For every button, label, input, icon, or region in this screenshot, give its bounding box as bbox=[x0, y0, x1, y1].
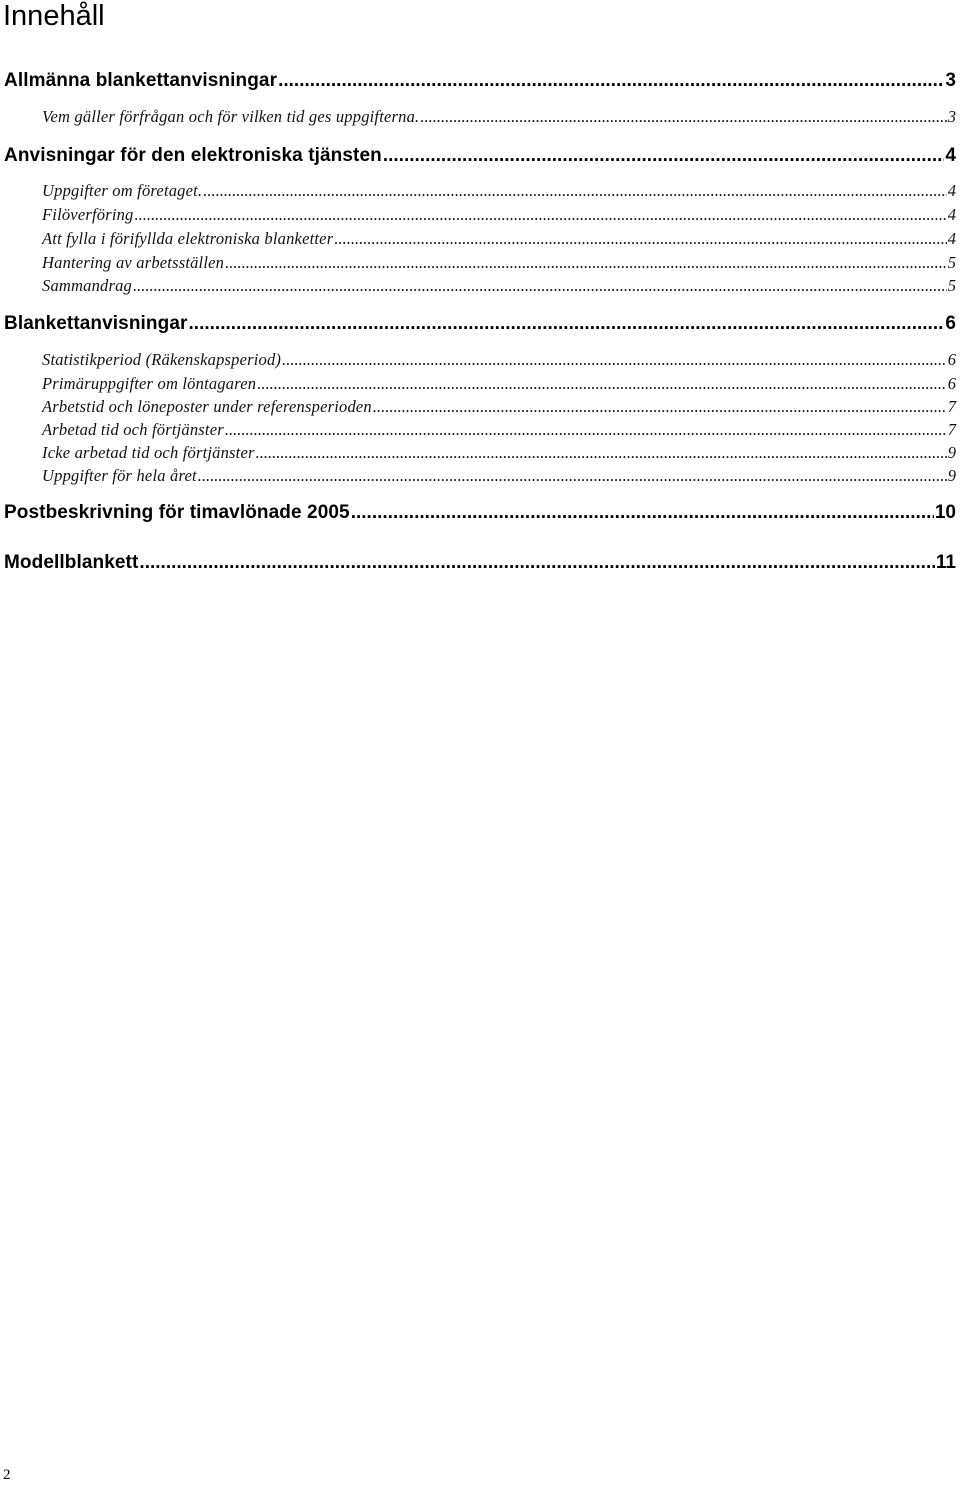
toc-leader-dots bbox=[373, 397, 947, 417]
toc-entry-label: Uppgifter om företaget. bbox=[42, 181, 203, 200]
toc-entry-page: 3 bbox=[947, 107, 956, 126]
toc-entry-uppgifter-om-foretaget[interactable] bbox=[42, 181, 956, 201]
toc-entry-icke-arbetad-tid[interactable] bbox=[42, 443, 956, 463]
toc-leader-dots bbox=[198, 466, 947, 486]
toc-entry-postbeskrivning[interactable] bbox=[4, 502, 956, 524]
toc-entry-anvisningar-elektroniska-tjansten[interactable] bbox=[4, 145, 956, 167]
toc-entry-page: 4 bbox=[945, 145, 956, 166]
toc-entry-page: 7 bbox=[947, 397, 956, 416]
toc-entry-label: Arbetstid och löneposter under referensperioden bbox=[42, 397, 372, 416]
toc-entry-page: 6 bbox=[945, 313, 956, 334]
toc-entry-label: Icke arbetad tid och förtjänster bbox=[42, 443, 255, 462]
toc-entry-page: 6 bbox=[947, 374, 956, 393]
toc-entry-page: 4 bbox=[947, 205, 956, 224]
toc-entry-label: Att fylla i förifyllda elektroniska blanketter bbox=[42, 229, 334, 248]
toc-entry-modellblankett[interactable] bbox=[4, 552, 956, 574]
toc-entry-allmanna-blankettanvisningar[interactable] bbox=[4, 70, 956, 92]
toc-leader-dots bbox=[282, 350, 947, 370]
toc-entry-label: Uppgifter för hela året bbox=[42, 466, 197, 485]
toc-entry-label: Filöverföring bbox=[42, 205, 134, 224]
toc-leader-dots bbox=[189, 313, 945, 335]
toc-entry-page: 5 bbox=[947, 276, 956, 295]
toc-entry-blankettanvisningar[interactable] bbox=[4, 313, 956, 335]
toc-entry-filoverforing[interactable] bbox=[42, 205, 956, 225]
toc-entry-page: 4 bbox=[947, 229, 956, 248]
toc-leader-dots bbox=[256, 443, 947, 463]
toc-entry-page: 9 bbox=[947, 443, 956, 462]
toc-leader-dots bbox=[203, 181, 946, 201]
toc-entry-page: 6 bbox=[947, 350, 956, 369]
toc-entry-page: 7 bbox=[947, 420, 956, 439]
toc-leader-dots bbox=[257, 374, 947, 394]
toc-leader-dots bbox=[278, 70, 944, 92]
toc-entry-page: 3 bbox=[945, 70, 956, 91]
toc-entry-label: Anvisningar för den elektroniska tjänsten bbox=[4, 145, 382, 166]
page-title: Innehåll bbox=[3, 0, 105, 32]
toc-entry-fylla-i-forifyllda[interactable] bbox=[42, 229, 956, 249]
toc-entry-label: Statistikperiod (Räkenskapsperiod) bbox=[42, 350, 282, 369]
toc-entry-label: Modellblankett bbox=[4, 552, 139, 573]
toc-leader-dots bbox=[334, 229, 946, 249]
toc-entry-page: 5 bbox=[947, 253, 956, 272]
toc-entry-label: Blankettanvisningar bbox=[4, 313, 188, 334]
toc-entry-page: 4 bbox=[947, 181, 956, 200]
toc-entry-page: 10 bbox=[934, 502, 956, 523]
toc-leader-dots bbox=[135, 205, 947, 225]
toc-entry-statistikperiod[interactable] bbox=[42, 350, 956, 370]
toc-leader-dots bbox=[139, 552, 934, 574]
toc-entry-hantering-arbetsstallen[interactable] bbox=[42, 253, 956, 273]
toc-entry-arbetstid-loneposter[interactable] bbox=[42, 397, 956, 417]
toc-leader-dots bbox=[351, 502, 934, 524]
table-of-contents bbox=[0, 0, 960, 600]
toc-entry-primaruppgifter[interactable] bbox=[42, 374, 956, 394]
toc-entry-vem-galler-forfragan[interactable] bbox=[42, 107, 956, 127]
toc-leader-dots bbox=[420, 107, 946, 127]
toc-entry-page: 11 bbox=[935, 552, 956, 573]
toc-entry-label: Postbeskrivning för timavlönade 2005 bbox=[4, 502, 350, 523]
page-number: 2 bbox=[3, 1467, 11, 1483]
toc-entry-sammandrag[interactable] bbox=[42, 276, 956, 296]
toc-entry-arbetad-tid[interactable] bbox=[42, 420, 956, 440]
toc-leader-dots bbox=[133, 276, 947, 296]
toc-leader-dots bbox=[383, 145, 945, 167]
toc-entry-label: Sammandrag bbox=[42, 276, 133, 295]
toc-leader-dots bbox=[225, 253, 947, 273]
toc-entry-label: Vem gäller förfrågan och för vilken tid ges uppgifterna. bbox=[42, 107, 420, 126]
toc-entry-label: Primäruppgifter om löntagaren bbox=[42, 374, 257, 393]
toc-entry-label: Hantering av arbetsställen bbox=[42, 253, 225, 272]
toc-leader-dots bbox=[225, 420, 947, 440]
toc-entry-label: Arbetad tid och förtjänster bbox=[42, 420, 224, 439]
toc-entry-page: 9 bbox=[947, 466, 956, 485]
toc-entry-label: Allmänna blankettanvisningar bbox=[4, 70, 278, 91]
toc-entry-uppgifter-hela-aret[interactable] bbox=[42, 466, 956, 486]
